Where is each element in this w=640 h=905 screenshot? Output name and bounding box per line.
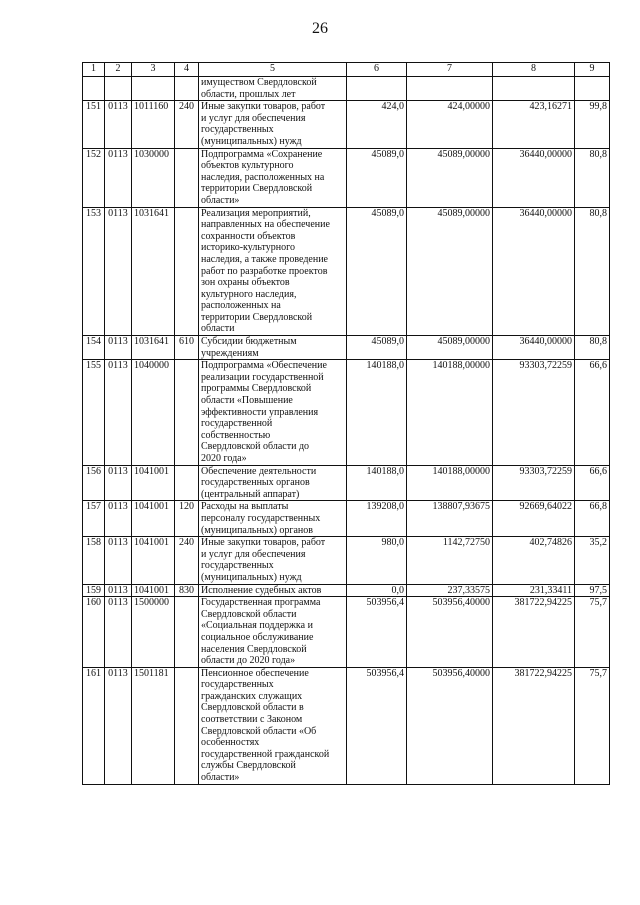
planned-amount: 503956,4 xyxy=(347,597,407,668)
refined-amount xyxy=(407,77,493,101)
target-code: 1041001 xyxy=(132,537,175,584)
item-description: Государственная программа Свердловской области «Социальная поддержка и социальное обслуживание населения Свердловской области до 2020 года» xyxy=(199,597,347,668)
table-row xyxy=(83,77,610,101)
execution-percent: 75,7 xyxy=(575,667,610,784)
executed-amount: 381722,94225 xyxy=(493,597,575,668)
item-description: Иные закупки товаров, работ и услуг для обеспечения государственных (муниципальных) нужд xyxy=(199,537,347,584)
executed-amount: 381722,94225 xyxy=(493,667,575,784)
target-code: 1031641 xyxy=(132,207,175,336)
section-code: 0113 xyxy=(105,667,132,784)
item-description: Субсидии бюджетным учреждениям xyxy=(199,336,347,360)
executed-amount: 92669,64022 xyxy=(493,501,575,537)
refined-amount: 1142,72750 xyxy=(407,537,493,584)
expense-type xyxy=(175,77,199,101)
expense-type xyxy=(175,597,199,668)
table-row xyxy=(83,584,610,597)
execution-percent xyxy=(575,77,610,101)
table-row xyxy=(83,336,610,360)
row-number xyxy=(83,77,105,101)
table-row xyxy=(83,207,610,336)
expense-type xyxy=(175,465,199,501)
expense-type: 240 xyxy=(175,101,199,148)
refined-amount: 503956,40000 xyxy=(407,667,493,784)
executed-amount: 36440,00000 xyxy=(493,207,575,336)
refined-amount: 45089,00000 xyxy=(407,336,493,360)
table-row xyxy=(83,101,610,148)
target-code: 1031641 xyxy=(132,336,175,360)
executed-amount xyxy=(493,77,575,101)
target-code: 1040000 xyxy=(132,360,175,465)
section-code: 0113 xyxy=(105,148,132,207)
item-description: Подпрограмма «Обеспечение реализации государственной программы Свердловской области «Повышение эффективности управления государственной собственностью Свердловской области до 2020 года» xyxy=(199,360,347,465)
executed-amount: 423,16271 xyxy=(493,101,575,148)
section-code: 0113 xyxy=(105,597,132,668)
execution-percent: 80,8 xyxy=(575,207,610,336)
item-description: Исполнение судебных актов xyxy=(199,584,347,597)
execution-percent: 66,8 xyxy=(575,501,610,537)
table-row xyxy=(83,597,610,668)
header-cell: 1 xyxy=(83,63,105,77)
section-code: 0113 xyxy=(105,336,132,360)
expense-type: 120 xyxy=(175,501,199,537)
item-description: Подпрограмма «Сохранение объектов культурного наследия, расположенных на территории Свердловской области» xyxy=(199,148,347,207)
item-description: Пенсионное обеспечение государственных гражданских служащих Свердловской области в соответствии с Законом Свердловской области «Об особенностях государственной гражданской службы Свердловской области» xyxy=(199,667,347,784)
planned-amount: 140188,0 xyxy=(347,465,407,501)
table-row xyxy=(83,465,610,501)
section-code xyxy=(105,77,132,101)
executed-amount: 93303,72259 xyxy=(493,360,575,465)
row-number: 153 xyxy=(83,207,105,336)
planned-amount: 980,0 xyxy=(347,537,407,584)
row-number: 151 xyxy=(83,101,105,148)
refined-amount: 140188,00000 xyxy=(407,360,493,465)
refined-amount: 503956,40000 xyxy=(407,597,493,668)
target-code: 1011160 xyxy=(132,101,175,148)
refined-amount: 237,33575 xyxy=(407,584,493,597)
expense-type xyxy=(175,360,199,465)
planned-amount: 503956,4 xyxy=(347,667,407,784)
header-cell: 5 xyxy=(199,63,347,77)
planned-amount xyxy=(347,77,407,101)
execution-percent: 97,5 xyxy=(575,584,610,597)
section-code: 0113 xyxy=(105,584,132,597)
target-code: 1041001 xyxy=(132,465,175,501)
row-number: 155 xyxy=(83,360,105,465)
planned-amount: 139208,0 xyxy=(347,501,407,537)
expense-type xyxy=(175,207,199,336)
row-number: 157 xyxy=(83,501,105,537)
header-cell: 9 xyxy=(575,63,610,77)
executed-amount: 231,33411 xyxy=(493,584,575,597)
refined-amount: 424,00000 xyxy=(407,101,493,148)
row-number: 154 xyxy=(83,336,105,360)
target-code: 1030000 xyxy=(132,148,175,207)
execution-percent: 66,6 xyxy=(575,360,610,465)
planned-amount: 45089,0 xyxy=(347,336,407,360)
table-row xyxy=(83,148,610,207)
header-cell: 2 xyxy=(105,63,132,77)
table-row xyxy=(83,537,610,584)
executed-amount: 36440,00000 xyxy=(493,148,575,207)
page-number: 26 xyxy=(312,20,328,37)
refined-amount: 45089,00000 xyxy=(407,148,493,207)
header-cell: 8 xyxy=(493,63,575,77)
planned-amount: 45089,0 xyxy=(347,148,407,207)
planned-amount: 45089,0 xyxy=(347,207,407,336)
item-description: Обеспечение деятельности государственных органов (центральный аппарат) xyxy=(199,465,347,501)
refined-amount: 138807,93675 xyxy=(407,501,493,537)
row-number: 159 xyxy=(83,584,105,597)
execution-percent: 80,8 xyxy=(575,148,610,207)
target-code xyxy=(132,77,175,101)
table-row xyxy=(83,360,610,465)
target-code: 1501181 xyxy=(132,667,175,784)
item-description: Реализация мероприятий, направленных на обеспечение сохранности объектов историко-культурного наследия, а также проведение работ по разработке проектов зон охраны объектов культурного наследия, расположенных на территории Свердловской области xyxy=(199,207,347,336)
item-description: Расходы на выплаты персоналу государственных (муниципальных) органов xyxy=(199,501,347,537)
row-number: 156 xyxy=(83,465,105,501)
header-row xyxy=(83,63,610,77)
target-code: 1041001 xyxy=(132,584,175,597)
planned-amount: 140188,0 xyxy=(347,360,407,465)
expense-type xyxy=(175,148,199,207)
target-code: 1500000 xyxy=(132,597,175,668)
row-number: 152 xyxy=(83,148,105,207)
item-description: Иные закупки товаров, работ и услуг для обеспечения государственных (муниципальных) нужд xyxy=(199,101,347,148)
planned-amount: 424,0 xyxy=(347,101,407,148)
expense-type: 610 xyxy=(175,336,199,360)
section-code: 0113 xyxy=(105,465,132,501)
budget-table xyxy=(82,62,610,785)
header-cell: 3 xyxy=(132,63,175,77)
executed-amount: 93303,72259 xyxy=(493,465,575,501)
section-code: 0113 xyxy=(105,207,132,336)
table-row xyxy=(83,501,610,537)
refined-amount: 45089,00000 xyxy=(407,207,493,336)
execution-percent: 75,7 xyxy=(575,597,610,668)
expense-type: 830 xyxy=(175,584,199,597)
execution-percent: 80,8 xyxy=(575,336,610,360)
execution-percent: 66,6 xyxy=(575,465,610,501)
row-number: 161 xyxy=(83,667,105,784)
header-cell: 7 xyxy=(407,63,493,77)
table-row xyxy=(83,667,610,784)
expense-type xyxy=(175,667,199,784)
section-code: 0113 xyxy=(105,537,132,584)
execution-percent: 35,2 xyxy=(575,537,610,584)
executed-amount: 402,74826 xyxy=(493,537,575,584)
executed-amount: 36440,00000 xyxy=(493,336,575,360)
header-cell: 6 xyxy=(347,63,407,77)
target-code: 1041001 xyxy=(132,501,175,537)
item-description: имуществом Свердловской области, прошлых лет xyxy=(199,77,347,101)
section-code: 0113 xyxy=(105,101,132,148)
section-code: 0113 xyxy=(105,501,132,537)
row-number: 160 xyxy=(83,597,105,668)
header-cell: 4 xyxy=(175,63,199,77)
planned-amount: 0,0 xyxy=(347,584,407,597)
row-number: 158 xyxy=(83,537,105,584)
expense-type: 240 xyxy=(175,537,199,584)
refined-amount: 140188,00000 xyxy=(407,465,493,501)
execution-percent: 99,8 xyxy=(575,101,610,148)
section-code: 0113 xyxy=(105,360,132,465)
